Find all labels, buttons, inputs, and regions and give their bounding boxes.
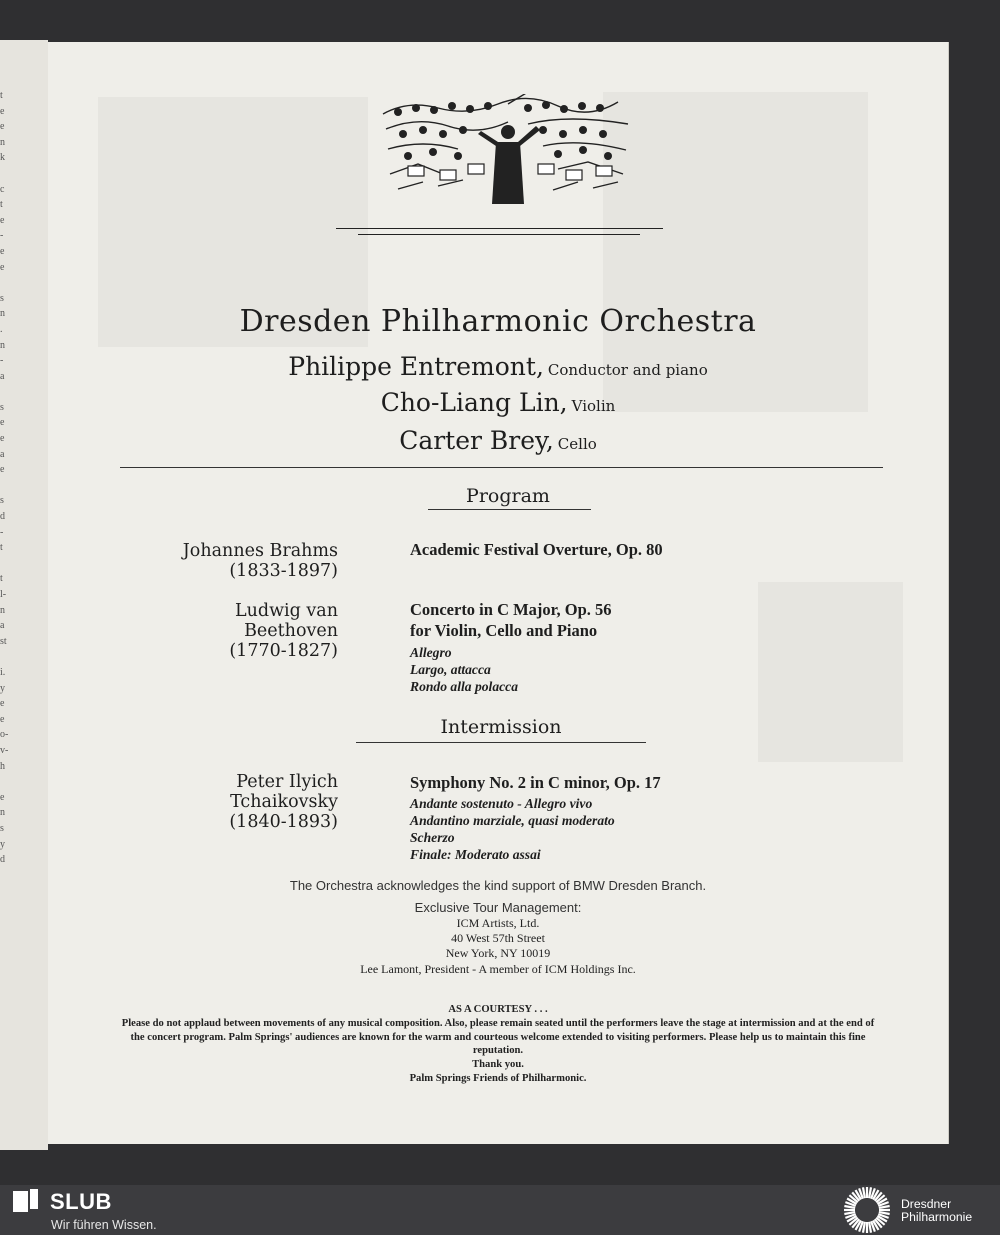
margin-letter: n	[0, 604, 5, 616]
margin-letter: a	[0, 370, 5, 382]
margin-letter: e	[0, 713, 5, 725]
margin-letter: s	[0, 292, 4, 304]
margin-letter: s	[0, 495, 4, 507]
margin-letter: d	[0, 511, 5, 523]
margin-letter: y	[0, 838, 5, 850]
margin-letter: -	[0, 526, 4, 538]
margin-letter: st	[0, 635, 7, 647]
work	[410, 772, 810, 863]
margin-letter: a	[0, 620, 5, 632]
composer	[78, 541, 338, 581]
movement: Andantino marziale, quasi moderato	[410, 813, 615, 828]
margin-letter: e	[0, 417, 5, 429]
courtesy-thanks: Thank you.	[472, 1059, 524, 1071]
margin-letter: t	[0, 90, 3, 101]
performer-name: Cho-Liang Lin,	[380, 388, 568, 417]
header-rule	[358, 234, 640, 235]
movement: Allegro	[410, 645, 452, 660]
program-heading-rule	[428, 509, 591, 510]
management-line: Lee Lamont, President - A member of ICM Holdings Inc.	[360, 961, 636, 976]
program-heading: Program	[466, 485, 550, 507]
intermission-heading: Intermission	[440, 716, 562, 738]
margin-letter: e	[0, 214, 5, 226]
margin-letter: -	[0, 355, 4, 367]
orchestra-title: Dresden Philharmonic Orchestra	[239, 304, 757, 339]
margin-letter: e	[0, 698, 5, 710]
composer-line: (1840-1893)	[229, 812, 338, 832]
composer-line: Beethoven	[244, 621, 338, 641]
margin-letter: e	[0, 261, 5, 273]
management-line: ICM Artists, Ltd.	[456, 916, 540, 930]
margin-letter: n	[0, 807, 5, 819]
margin-letter: e	[0, 433, 5, 445]
performer-line	[48, 426, 948, 455]
margin-letter: e	[0, 245, 5, 257]
header-rule	[336, 228, 663, 229]
dresdner-philharmonie-logo-icon[interactable]	[842, 1186, 892, 1234]
management-line: New York, NY 10019	[445, 946, 551, 961]
margin-letter: e	[0, 121, 5, 133]
performer-line	[48, 352, 948, 381]
margin-letter: n	[0, 308, 5, 320]
slub-title[interactable]: SLUB	[50, 1189, 112, 1214]
management-line: 40 West 57th Street	[451, 931, 545, 946]
performer-name: Philippe Entremont,	[288, 352, 544, 381]
courtesy-notice	[48, 1003, 948, 1086]
composer-line: (1833-1897)	[229, 561, 338, 581]
composer-line: Johannes Brahms	[182, 541, 338, 561]
movement: Andante sostenuto - Allegro vivo	[410, 796, 593, 811]
work	[410, 599, 810, 695]
composer	[78, 772, 338, 832]
margin-letter: o-	[0, 729, 9, 741]
margin-letter: s	[0, 822, 4, 834]
margin-letter: h	[0, 760, 5, 772]
margin-letter	[0, 649, 10, 665]
left-page-edge	[0, 40, 48, 1150]
slub-tagline: Wir führen Wissen.	[51, 1218, 157, 1232]
partner-name-line: Philharmonie	[901, 1210, 973, 1224]
margin-letter: a	[0, 448, 5, 460]
program-page	[48, 42, 948, 1144]
margin-letter: e	[0, 105, 5, 117]
composer-line: (1770-1827)	[229, 641, 338, 661]
performer-name: Carter Brey,	[399, 426, 554, 455]
margin-letter: d	[0, 854, 5, 866]
performer-role: Violin	[571, 397, 616, 415]
margin-letter: n	[0, 339, 5, 351]
margin-letter	[0, 556, 10, 572]
movement: Rondo alla polacca	[410, 679, 518, 694]
left-margin-letters	[0, 88, 10, 868]
performer-role: Conductor and piano	[547, 361, 708, 379]
margin-letter: s	[0, 401, 4, 413]
margin-letter: .	[0, 323, 3, 335]
composer	[78, 601, 338, 661]
margin-letter: t	[0, 542, 3, 554]
margin-letter: i.	[0, 666, 6, 678]
tour-management	[48, 900, 948, 977]
slub-logo-icon[interactable]	[13, 1189, 39, 1213]
margin-letter: k	[0, 152, 5, 164]
margin-letter: c	[0, 183, 5, 195]
work-title: Concerto in C Major, Op. 56	[410, 600, 612, 619]
movement: Scherzo	[410, 830, 455, 845]
margin-letter: -	[0, 230, 4, 242]
composer-line: Ludwig van	[234, 601, 338, 621]
margin-letter: t	[0, 573, 3, 585]
margin-letter: t	[0, 199, 3, 211]
composer-line: Tchaikovsky	[230, 792, 338, 812]
margin-letter	[0, 275, 10, 291]
margin-letter: y	[0, 682, 5, 694]
courtesy-heading: AS A COURTESY . . .	[448, 1004, 548, 1015]
margin-letter	[0, 478, 10, 494]
composer-line: Peter Ilyich	[236, 772, 338, 792]
margin-letter: n	[0, 136, 5, 148]
intermission-rule	[356, 742, 646, 743]
movement: Largo, attacca	[410, 662, 491, 677]
work-title: Symphony No. 2 in C minor, Op. 17	[410, 773, 661, 792]
work	[410, 539, 810, 560]
movement: Finale: Moderato assai	[410, 847, 541, 862]
margin-letter	[0, 384, 10, 400]
orchestra-conductor-illustration	[378, 94, 638, 214]
performer-line	[48, 388, 948, 417]
management-label: Exclusive Tour Management:	[414, 900, 582, 915]
courtesy-signature: Palm Springs Friends of Philharmonic.	[409, 1072, 587, 1084]
courtesy-body: Please do not applaud between movements of any musical composition. Also, please remain seated until the performers leave the stage at intermission and at the end of the concert program. Palm Springs' audiences are known for the warm and courteous welcome extended to visiting performers. Please help us to maintain this fine reputation.	[121, 1017, 875, 1057]
margin-letter: e	[0, 791, 5, 803]
margin-letter: l-	[0, 589, 7, 600]
section-divider	[120, 467, 883, 468]
work-title: Academic Festival Overture, Op. 80	[410, 540, 663, 559]
partner-name-line: Dresdner	[901, 1197, 952, 1211]
partner-name[interactable]	[901, 1198, 972, 1224]
work-title: for Violin, Cello and Piano	[410, 621, 598, 640]
performer-role: Cello	[557, 435, 597, 453]
margin-letter	[0, 166, 10, 182]
margin-letter	[0, 774, 10, 790]
margin-letter: e	[0, 464, 5, 476]
margin-letter: v-	[0, 744, 9, 756]
acknowledgement: The Orchestra acknowledges the kind support of BMW Dresden Branch.	[289, 878, 707, 893]
